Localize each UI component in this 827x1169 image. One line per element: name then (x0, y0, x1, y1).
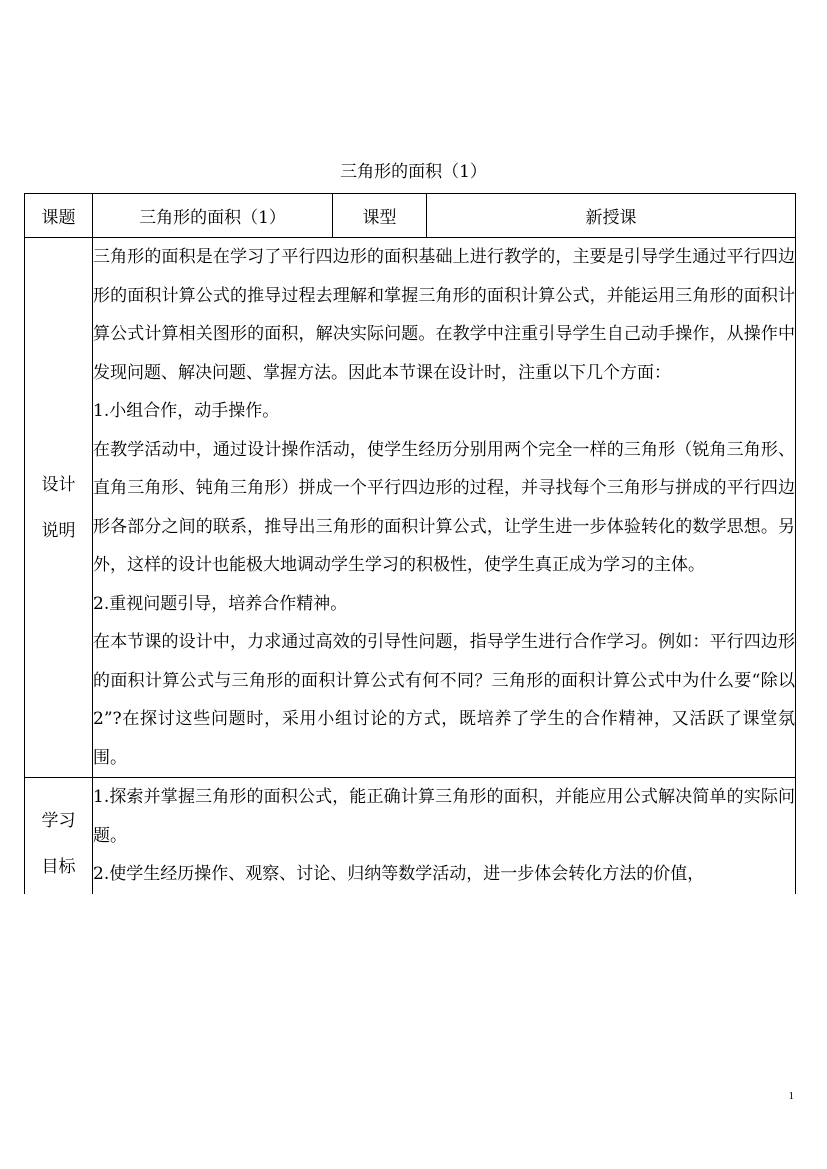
design-paragraph: 在教学活动中，通过设计操作活动，使学生经历分别用两个完全一样的三角形（锐角三角形、直角三角形、钝角三角形）拼成一个平行四边形的过程，并寻找每个三角形与拼成的平行四边形各部分之间的联系，推导出三角形的面积计算公式，让学生进一步体验转化的数学思想。另外，这样的设计也能极大地调动学生学习的积极性，使学生真正成为学习的主体。 (93, 439, 795, 575)
goal-paragraph: 2.使学生经历操作、观察、讨论、归纳等数学活动，进一步体会转化方法的价值， (93, 864, 705, 884)
type-value: 新授课 (427, 194, 796, 238)
type-label: 课型 (333, 194, 427, 238)
design-label (25, 238, 93, 778)
page-number: 1 (788, 1090, 794, 1102)
goals-row (25, 778, 796, 894)
design-label-line1: 设计 (41, 474, 76, 495)
goals-content (93, 778, 796, 894)
lesson-plan-table (24, 193, 796, 894)
goals-label-line1: 学习 (41, 811, 76, 831)
design-row (25, 238, 796, 778)
goal-paragraph: 1.探索并掌握三角形的面积公式，能正确计算三角形的面积，并能应用公式解决简单的实际问题。 (93, 787, 795, 846)
header-row (25, 194, 796, 238)
design-label-line2: 说明 (41, 520, 76, 541)
goals-label (25, 778, 93, 894)
design-paragraph: 2.重视问题引导，培养合作精神。 (93, 593, 348, 614)
document-title: 三角形的面积（1） (340, 162, 487, 182)
design-paragraph: 三角形的面积是在学习了平行四边形的面积基础上进行教学的，主要是引导学生通过平行四边形的面积计算公式的推导过程去理解和掌握三角形的面积计算公式，并能运用三角形的面积计算公式计算相关图形的面积，解决实际问题。在教学中注重引导学生自己动手操作，从操作中发现问题、解决问题、掌握方法。因此本节课在设计时，注重以下几个方面： (93, 247, 795, 383)
topic-value: 三角形的面积（1） (93, 194, 333, 238)
design-paragraph: 在本节课的设计中，力求通过高效的引导性问题，指导学生进行合作学习。例如：平行四边形的面积计算公式与三角形的面积计算公式有何不同？三角形的面积计算公式中为什么要“除以 2”?在探讨这些问题时，采用小组讨论的方式，既培养了学生的合作精神，又活跃了课堂氛围。 (93, 632, 795, 768)
topic-label: 课题 (25, 194, 93, 238)
design-paragraph: 1.小组合作，动手操作。 (93, 401, 280, 421)
design-content (93, 238, 796, 778)
goals-label-line2: 目标 (41, 857, 76, 877)
